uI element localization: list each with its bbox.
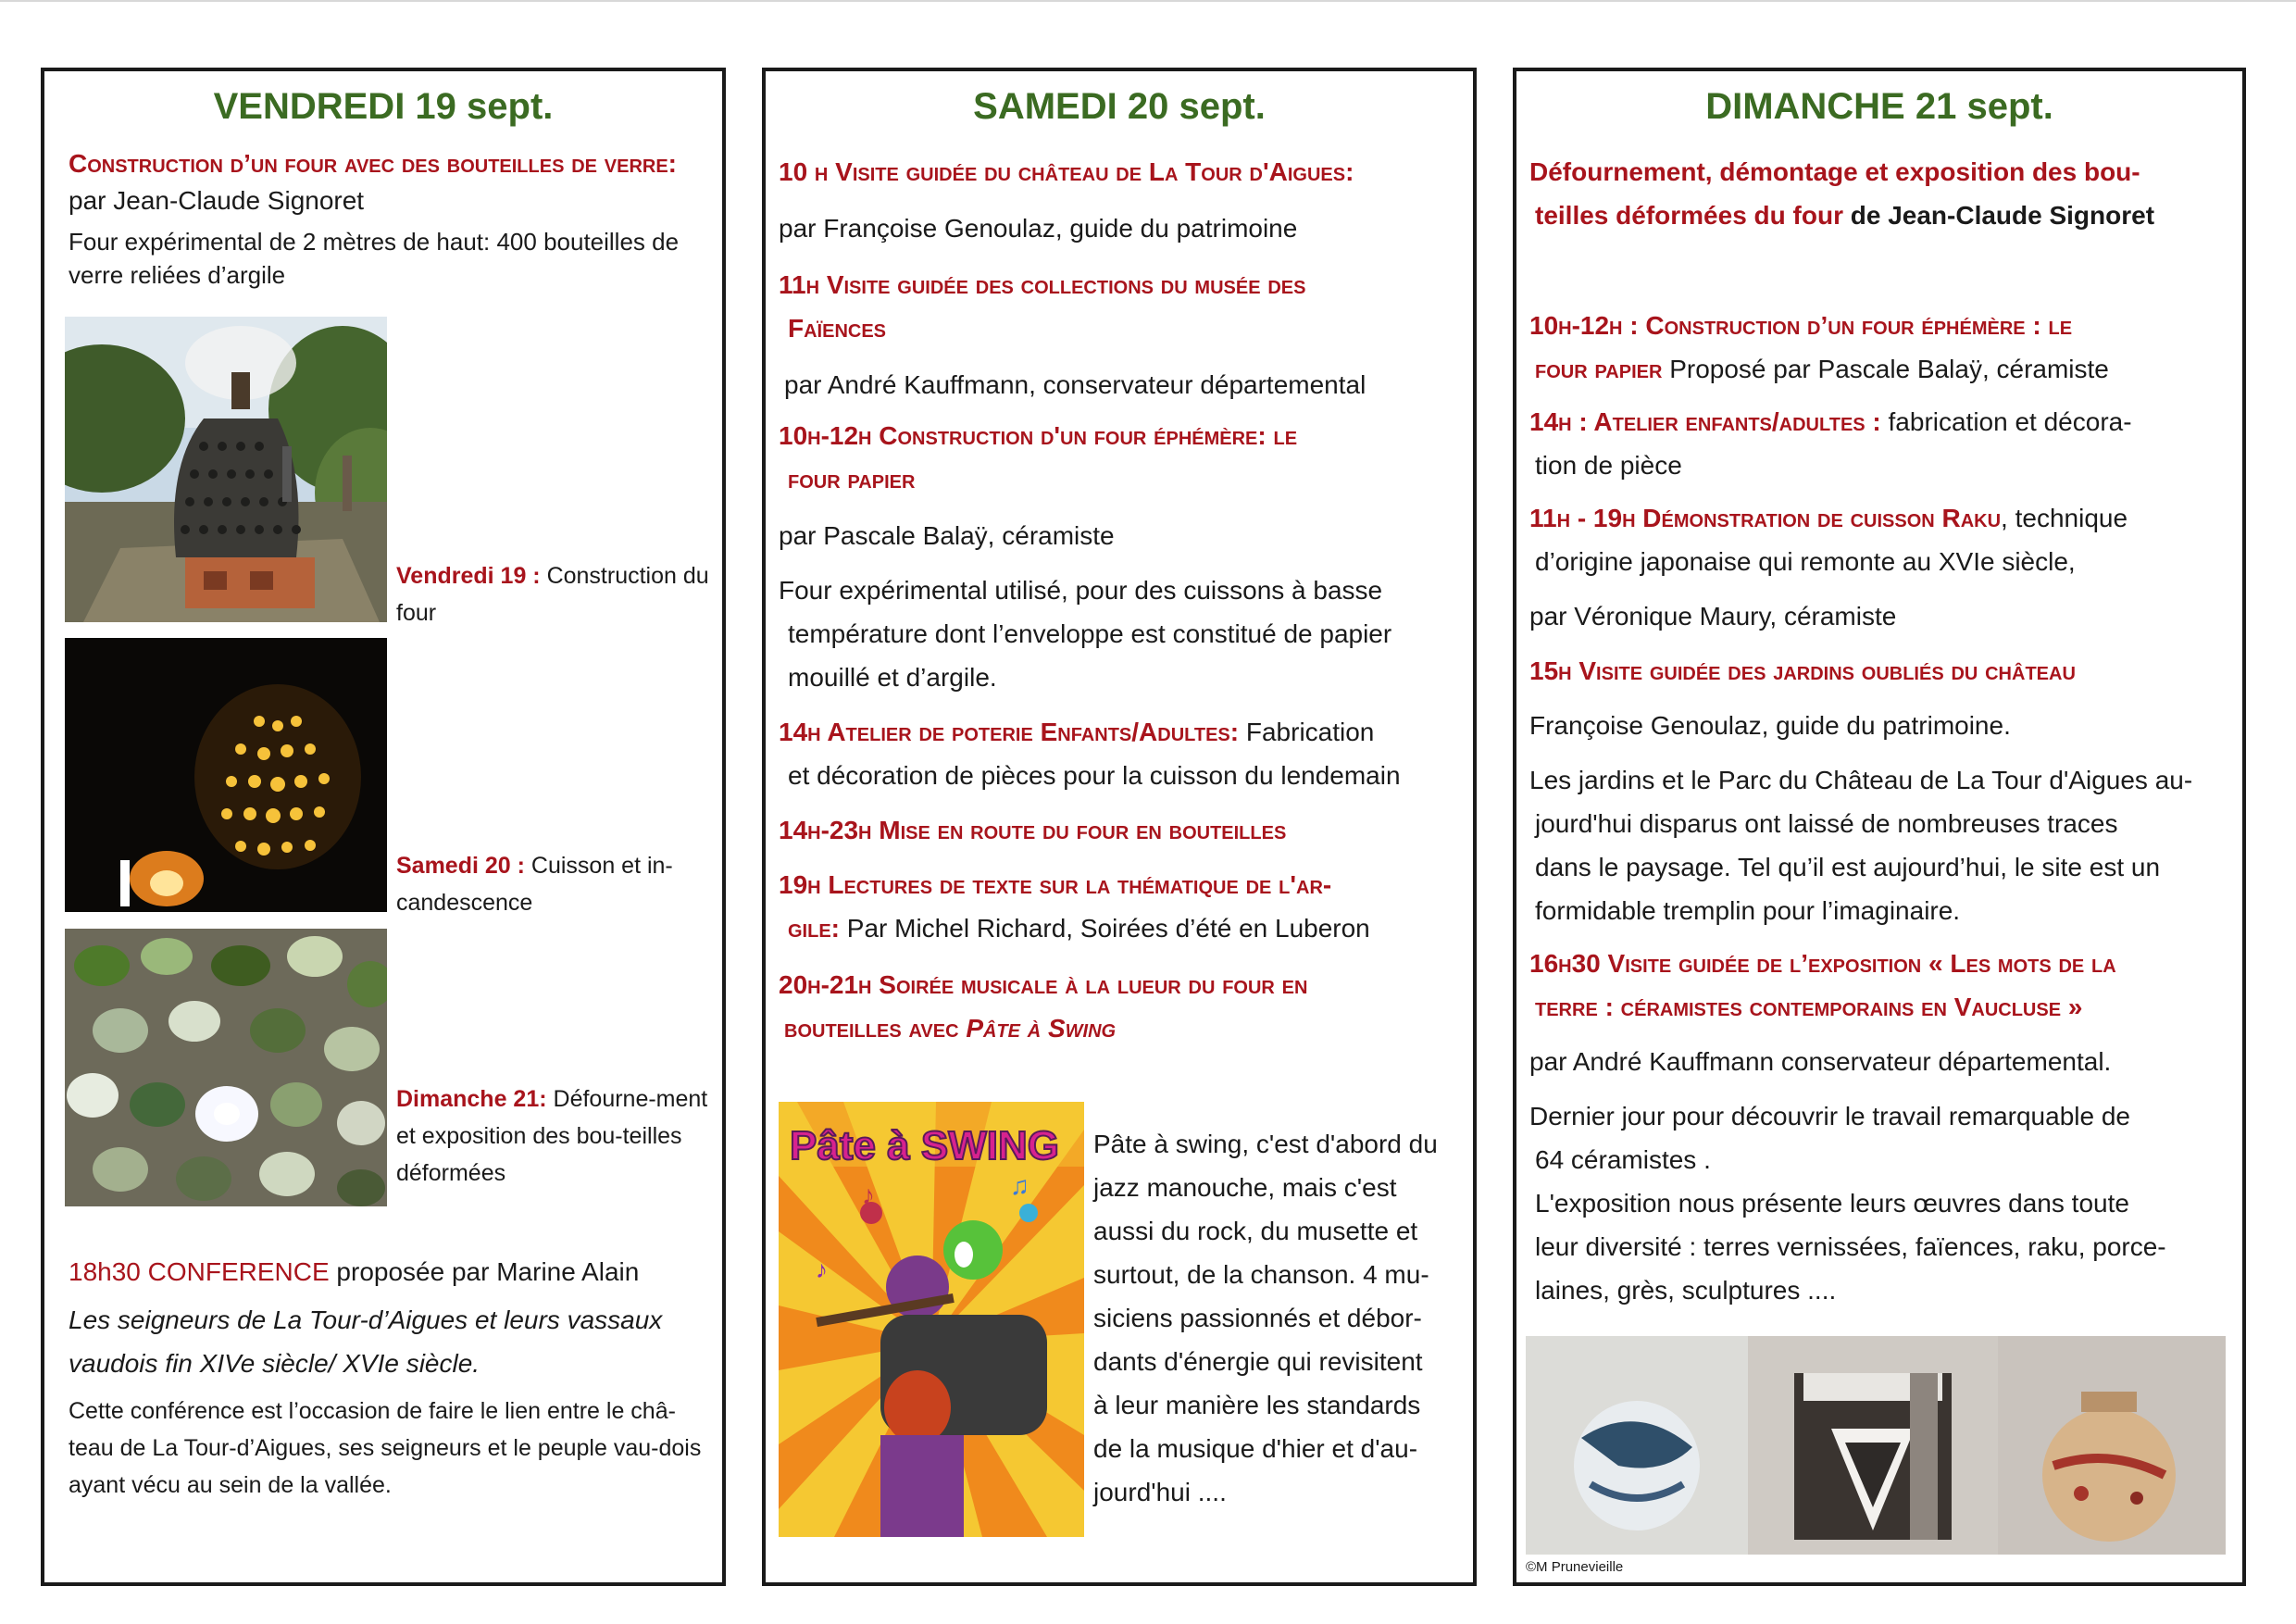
sat-e4-text1: Fabrication <box>1239 718 1375 746</box>
band-desc-line: jazz manouche, mais c'est <box>1093 1173 1397 1202</box>
sun-e5-desc-line: Les jardins et le Parc du Château de La Tour d'Aigues au- <box>1529 766 2193 794</box>
sun-last-line: 64 céramistes . <box>1535 1145 1711 1174</box>
sat-e7-head2: bouteilles avec <box>784 1014 967 1043</box>
sun-e2-head1: 10h-12h : Construction d’un four éphémère : le <box>1529 311 2073 340</box>
band-desc-line: de la musique d'hier et d'au- <box>1093 1434 1418 1463</box>
deformed-bottles-photo <box>65 929 387 1206</box>
sun-e6-head2: terre : céramistes contemporains en Vaucluse » <box>1535 993 2083 1021</box>
photo-credit: ©M Prunevieille <box>1526 1559 1624 1575</box>
sat-e7-head2-italic: Pâte à Swing <box>966 1014 1117 1043</box>
caption-saturday-text: Cuisson et in-candescence <box>396 853 673 916</box>
band-desc-line: surtout, de la chanson. 4 mu- <box>1093 1260 1429 1289</box>
band-desc-line: à leur manière les standards <box>1093 1391 1421 1419</box>
conference-desc: Cette conférence est l’occasion de faire le lien entre le châ-teau de La Tour-d’Aigues, ses seigneurs et le peuple vau-dois ayant vécu au sein de la vallée. <box>69 1398 702 1498</box>
friday-construction-head: Construction d’un four avec des bouteilles de verre: <box>69 149 677 178</box>
sun-last-line: Dernier jour pour découvrir le travail remarquable de <box>1529 1102 2130 1131</box>
sun-e2-text: Proposé par Pascale Balaÿ, céramiste <box>1662 355 2109 383</box>
sun-e5-desc-line: dans le paysage. Tel qu’il est aujourd’hui, le site est un <box>1535 853 2161 881</box>
friday-conference <box>69 1254 707 1504</box>
sunday-title: DIMANCHE 21 sept. <box>1705 86 2053 127</box>
sat-e6-head1: 19h Lectures de texte sur la thématique de l'ar- <box>779 870 1332 899</box>
sat-e3-desc2: température dont l’enveloppe est constitué de papier <box>788 619 1392 648</box>
friday-title: VENDREDI 19 sept. <box>213 86 554 127</box>
sun-e5-head: 15h Visite guidée des jardins oubliés du château <box>1529 656 2076 685</box>
sat-e1-head: 10 h Visite guidée du château de La Tour d'Aigues: <box>779 157 1354 186</box>
sat-e5-head: 14h-23h Mise en route du four en bouteilles <box>779 816 1287 844</box>
sat-e1-by: par Françoise Genoulaz, guide du patrimoine <box>779 214 1298 243</box>
band-desc-line: Pâte à swing, c'est d'abord du <box>1093 1130 1438 1158</box>
sat-e3-head2: four papier <box>788 465 916 493</box>
sat-e2-head2: Faïences <box>788 314 887 343</box>
caption-sunday-bold: Dimanche 21: <box>396 1086 547 1112</box>
saturday-events <box>779 150 1464 1050</box>
sunday-panel <box>1513 68 2246 1586</box>
conference-head: 18h30 CONFERENCE <box>69 1257 330 1286</box>
caption-sunday <box>396 1081 711 1192</box>
sun-e4-text1: , technique <box>2001 504 2128 532</box>
sat-e3-head1: 10h-12h Construction d'un four éphémère: le <box>779 421 1298 450</box>
sun-last-line: laines, grès, sculptures .... <box>1535 1276 1837 1305</box>
band-desc-line: aussi du rock, du musette et <box>1093 1217 1418 1245</box>
sun-e6-head1: 16h30 Visite guidée de l’exposition « Les mots de la <box>1529 949 2116 978</box>
sat-e2-by: par André Kauffmann, conservateur départemental <box>784 370 1366 399</box>
friday-panel <box>41 68 726 1586</box>
sat-e6-head2: gile: <box>788 914 840 943</box>
saturday-panel <box>762 68 1477 1586</box>
caption-saturday <box>396 847 711 921</box>
poster-title: Pâte à SWING <box>790 1123 1059 1168</box>
sat-e3-desc3: mouillé et d’argile. <box>788 663 997 692</box>
sun-last-line: L'exposition nous présente leurs œuvres dans toute <box>1535 1189 2129 1218</box>
caption-sunday-text: Défourne-ment et exposition des bou-teilles déformées <box>396 1086 708 1186</box>
sun-e4-head: 11h - 19h Démonstration de cuisson Raku <box>1529 504 2002 532</box>
pate-a-swing-poster <box>779 1102 1084 1537</box>
band-desc-line: siciens passionnés et débor- <box>1093 1304 1422 1332</box>
sun-e6-by: par André Kauffmann conservateur départemental. <box>1529 1047 2112 1076</box>
band-desc-line: jourd'hui .... <box>1093 1478 1227 1506</box>
band-desc-line: dants d'énergie qui revisitent <box>1093 1347 1423 1376</box>
sun-e5-desc-line: formidable tremplin pour l’imaginaire. <box>1535 896 1961 925</box>
caption-saturday-bold: Samedi 20 : <box>396 853 525 879</box>
caption-friday-bold: Vendredi 19 : <box>396 563 541 589</box>
caption-friday-text: Construction du four <box>396 563 709 626</box>
sun-e1-by: de Jean-Claude Signoret <box>1842 201 2155 230</box>
sun-e5-by: Françoise Genoulaz, guide du patrimoine. <box>1529 711 2011 740</box>
sat-e7-head1: 20h-21h Soirée musicale à la lueur du four en <box>779 970 1308 999</box>
friday-construction <box>69 145 707 292</box>
friday-construction-desc: Four expérimental de 2 mètres de haut: 400 bouteilles de verre reliées d’argile <box>69 228 680 289</box>
svg-text:♪: ♪ <box>862 1181 875 1209</box>
sat-e4-head: 14h Atelier de poterie Enfants/Adultes: <box>779 718 1240 746</box>
friday-construction-by: par Jean-Claude Signoret <box>69 186 365 215</box>
sun-e4-by: par Véronique Maury, céramiste <box>1529 602 1897 631</box>
sat-e4-text2: et décoration de pièces pour la cuisson du lendemain <box>788 761 1401 790</box>
sun-e5-desc-line: jourd'hui disparus ont laissé de nombreuses traces <box>1535 809 2118 838</box>
sun-e3-head: 14h : Atelier enfants/adultes : <box>1529 407 1881 436</box>
kiln-construction-photo <box>65 317 387 622</box>
kiln-night-photo <box>65 638 387 912</box>
caption-friday <box>396 557 711 631</box>
sun-e4-text2: d’origine japonaise qui remonte au XVIe siècle, <box>1535 547 2076 576</box>
sun-last-line: leur diversité : terres vernissées, faïences, raku, porce- <box>1535 1232 2166 1261</box>
sat-e6-text: Par Michel Richard, Soirées d’été en Luberon <box>840 914 1370 943</box>
conference-by: proposée par Marine Alain <box>329 1257 640 1286</box>
svg-text:♪: ♪ <box>816 1255 828 1283</box>
sun-e3-text1: fabrication et décora- <box>1880 407 2132 436</box>
conference-title: Les seigneurs de La Tour-d’Aigues et leurs vassaux vaudois fin XIVe siècle/ XVIe siècle. <box>69 1305 663 1378</box>
saturday-title: SAMEDI 20 sept. <box>973 86 1266 127</box>
top-rule <box>0 0 2296 2</box>
sun-e1-head1: Défournement, démontage et exposition des bou- <box>1529 157 2140 186</box>
sat-e3-desc1: Four expérimental utilisé, pour des cuissons à basse <box>779 576 1383 605</box>
sat-e2-head1: 11h Visite guidée des collections du musée des <box>779 270 1306 299</box>
ceramics-photo <box>1526 1336 2226 1555</box>
sun-e2-head2: four papier <box>1535 355 1663 383</box>
svg-text:♫: ♫ <box>1010 1171 1029 1200</box>
sun-e3-text2: tion de pièce <box>1535 451 1682 480</box>
sun-e1-head2: teilles déformées du four <box>1535 201 1843 230</box>
band-description <box>1093 1122 1473 1514</box>
sunday-events <box>1529 150 2233 1312</box>
sat-e3-by: par Pascale Balaÿ, céramiste <box>779 521 1115 550</box>
